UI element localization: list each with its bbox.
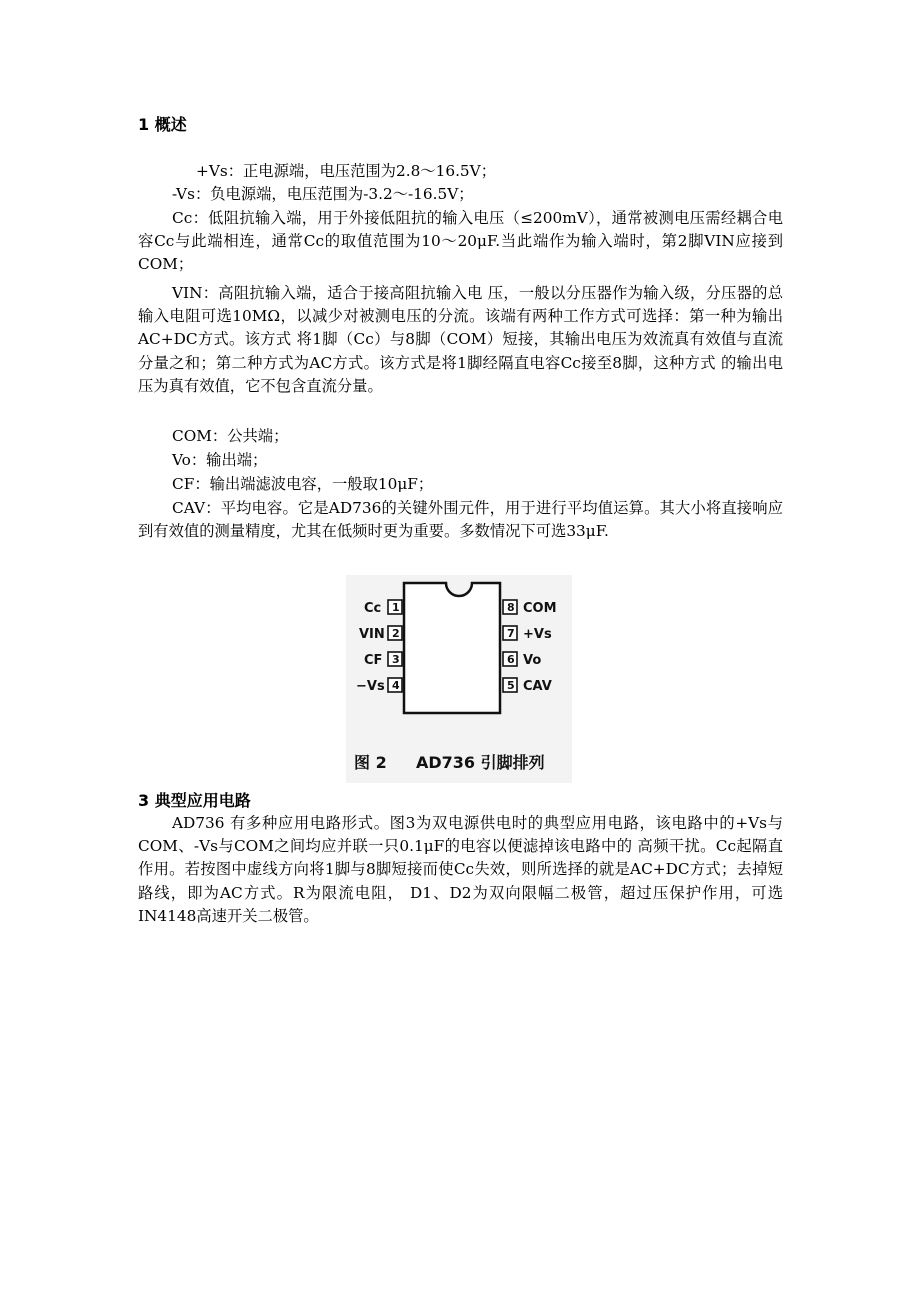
right-pin-5 (503, 678, 552, 694)
figure-caption-text: AD736 引脚排列 (416, 753, 545, 772)
paragraph-com: COM：公共端； (172, 427, 289, 445)
svg-text:3: 3 (392, 653, 400, 666)
paragraph-cf: CF：输出端滤波电容，一般取10μF； (172, 475, 434, 493)
svg-text:COM: COM (523, 601, 557, 616)
svg-text:4: 4 (392, 679, 400, 692)
paragraph-cc: Cc：低阻抗输入端，用于外接低阻抗的输入电压（≤200mV），通常被测电压需经耦合电容Cc与此端相连，通常Cc的取值范围为10～20μF.当此端作为输入端时，第2脚VIN应接到COM； (138, 209, 783, 274)
section-1-heading: 1 概述 (138, 115, 187, 134)
paragraph-application: AD736 有多种应用电路形式。图3为双电源供电时的典型应用电路，该电路中的+Vs与COM、-Vs与COM之间均应并联一只0.1μF的电容以便滤掉该电路中的 高频干扰。Cc起隔直作用。若按图中虚线方向将1脚与8脚短接而使Cc失效，则所选择的就是AC+DC方式；去掉短路线，即为AC方式。R为限流电阻， D1、D2为双向限幅二极管，超过压保护作用，可选IN4148高速开关二极管。 (138, 814, 783, 925)
pinout-figure (346, 575, 572, 783)
svg-text:Cc: Cc (364, 601, 382, 616)
svg-text:2: 2 (392, 627, 400, 640)
right-pin-7 (503, 626, 552, 642)
svg-text:VIN: VIN (359, 627, 385, 642)
right-pin-6 (503, 652, 541, 668)
paragraph-vo: Vo：输出端； (172, 451, 268, 469)
left-pin-2 (359, 626, 402, 642)
paragraph-vin: VIN：高阻抗输入端，适合于接高阻抗输入电 压，一般以分压器作为输入级，分压器的总输入电阻可选10MΩ，以减少对被测电压的分流。该端有两种工作方式可选择：第一种为输出AC+DC方式。该方式 将1脚（Cc）与8脚（COM）短接，其输出电压为效流真有效值与直流分量之和；第二种方式为AC方式。该方式是将1脚经隔直电容Cc接至8脚，这种方式 的输出电压为真有效值，它不包含直流分量。 (138, 284, 783, 395)
right-pin-8 (503, 600, 557, 616)
figure-caption-number: 图 2 (354, 753, 387, 772)
paragraph-plus-vs: +Vs：正电源端，电压范围为2.8～16.5V； (196, 162, 497, 180)
paragraph-minus-vs: -Vs：负电源端，电压范围为-3.2～-16.5V； (172, 185, 474, 203)
pinout-diagram (346, 575, 572, 783)
section-3-heading: 3 典型应用电路 (138, 791, 251, 810)
svg-text:+Vs: +Vs (523, 627, 552, 642)
svg-text:6: 6 (507, 653, 515, 666)
paragraph-cav: CAV：平均电容。它是AD736的关键外围元件，用于进行平均值运算。其大小将直接响应到有效值的测量精度，尤其在低频时更为重要。多数情况下可选33μF. (138, 499, 783, 541)
left-pin-4 (356, 678, 402, 694)
svg-text:CAV: CAV (523, 679, 552, 694)
svg-text:−Vs: −Vs (356, 679, 385, 694)
svg-text:Vo: Vo (523, 653, 542, 668)
svg-text:7: 7 (507, 627, 515, 640)
chip-body (404, 583, 500, 713)
svg-text:1: 1 (392, 601, 400, 614)
svg-text:5: 5 (507, 679, 515, 692)
svg-text:CF: CF (364, 653, 383, 668)
svg-text:8: 8 (507, 601, 515, 614)
